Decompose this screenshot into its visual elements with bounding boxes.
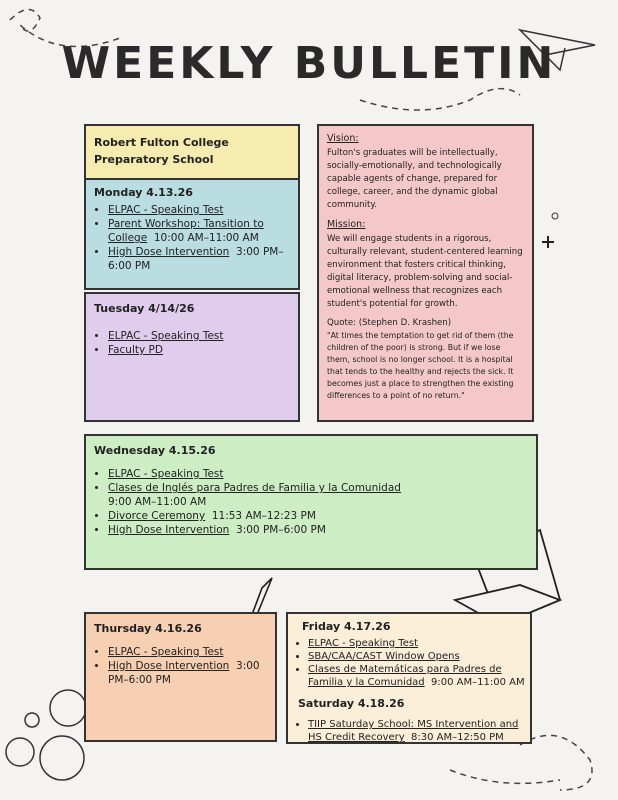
list-item <box>108 467 536 481</box>
thursday-card <box>84 612 277 742</box>
event-time: 3:00 PM–6:00 PM <box>236 524 326 536</box>
list-item <box>308 718 530 744</box>
list-item <box>108 645 275 659</box>
event-time: 3:00 PM–6:00 PM <box>108 660 260 686</box>
event-link[interactable]: Divorce Ceremony <box>108 510 206 522</box>
tuesday-events <box>86 329 298 357</box>
list-item <box>108 659 275 687</box>
thursday-events <box>86 645 275 687</box>
event-time: 3:00 PM–6:00 PM <box>108 246 284 272</box>
event-time: 9:00 AM–11:00 AM <box>431 677 525 688</box>
monday-events <box>86 203 298 273</box>
quote-label: Quote: (Stephen D. Krashen) <box>327 318 452 328</box>
event-link[interactable]: SBA/CAA/CAST Window Opens <box>308 651 460 662</box>
page-title: WEEKLY BULLETIN <box>61 38 557 89</box>
list-item <box>308 663 530 689</box>
saturday-heading: Saturday 4.18.26 <box>298 697 405 710</box>
list-item <box>108 217 298 245</box>
tuesday-card <box>84 292 300 422</box>
event-link[interactable]: High Dose Intervention <box>108 660 230 672</box>
mission-text: We will engage students in a rigorous, culturally relevant, student-centered learning environment that fosters critical thinking, digital literacy, problem-solving and social-emotional wellness that recognizes each student's potential for growth. <box>327 234 523 309</box>
quote-text: "At times the temptation to get rid of them (the children of the poor) is strong. But if we lose them, school is no longer school. It is a hospital that tends to the healthy and rejects the sick. It becomes just a place to strengthen the existing differences to a point of no return." <box>327 331 514 400</box>
friday-events <box>288 637 530 689</box>
monday-heading: Monday 4.13.26 <box>94 186 193 199</box>
school-name: Robert Fulton College Preparatory School <box>84 124 300 180</box>
event-link[interactable]: ELPAC - Speaking Test <box>108 204 224 216</box>
event-link[interactable]: TIIP Saturday School: MS Intervention and HS Credit Recovery <box>308 719 519 743</box>
event-link[interactable]: ELPAC - Speaking Test <box>108 330 224 342</box>
list-item <box>108 509 536 523</box>
bubbles-icon <box>6 690 86 780</box>
event-time: 10:00 AM–11:00 AM <box>153 232 259 244</box>
event-link[interactable]: ELPAC - Speaking Test <box>308 638 418 649</box>
mission-label: Mission: <box>327 219 366 230</box>
wednesday-heading: Wednesday 4.15.26 <box>94 444 216 457</box>
event-time: 9:00 AM–11:00 AM <box>108 496 207 508</box>
thursday-heading: Thursday 4.16.26 <box>94 622 202 635</box>
list-item <box>108 343 298 357</box>
event-link[interactable]: Faculty PD <box>108 344 163 356</box>
event-link[interactable]: High Dose Intervention <box>108 524 230 536</box>
list-item <box>108 329 298 343</box>
friday-saturday-card <box>286 612 532 744</box>
tuesday-heading: Tuesday 4/14/26 <box>94 302 195 315</box>
event-time: 11:53 AM–12:23 PM <box>211 510 316 522</box>
event-link[interactable]: ELPAC - Speaking Test <box>108 646 224 658</box>
list-item <box>308 637 530 650</box>
wednesday-card <box>84 434 538 570</box>
list-item <box>308 650 530 663</box>
vision-text: Fulton's graduates will be intellectually, socially-emotionally, and technologically capable agents of change, prepared for college, career, and the dynamic global community. <box>327 148 502 210</box>
vision-label: Vision: <box>327 133 359 144</box>
friday-heading: Friday 4.17.26 <box>302 620 391 633</box>
event-link[interactable]: Parent Workshop: Tansition to College <box>108 218 264 244</box>
event-link[interactable]: Clases de Matemáticas para Padres de Familia y la Comunidad <box>308 664 502 688</box>
list-item <box>108 523 536 537</box>
vision-mission-card <box>317 124 534 422</box>
monday-card <box>84 178 300 290</box>
event-time: 8:30 AM–12:50 PM <box>411 732 504 743</box>
event-link[interactable]: ELPAC - Speaking Test <box>108 468 224 480</box>
list-item <box>108 245 298 273</box>
wednesday-events <box>86 467 536 537</box>
list-item <box>108 203 298 217</box>
event-link[interactable]: High Dose Intervention <box>108 246 230 258</box>
saturday-events <box>288 718 530 744</box>
event-link[interactable]: Clases de Inglés para Padres de Familia y la Comunidad <box>108 482 401 494</box>
list-item <box>108 481 536 509</box>
